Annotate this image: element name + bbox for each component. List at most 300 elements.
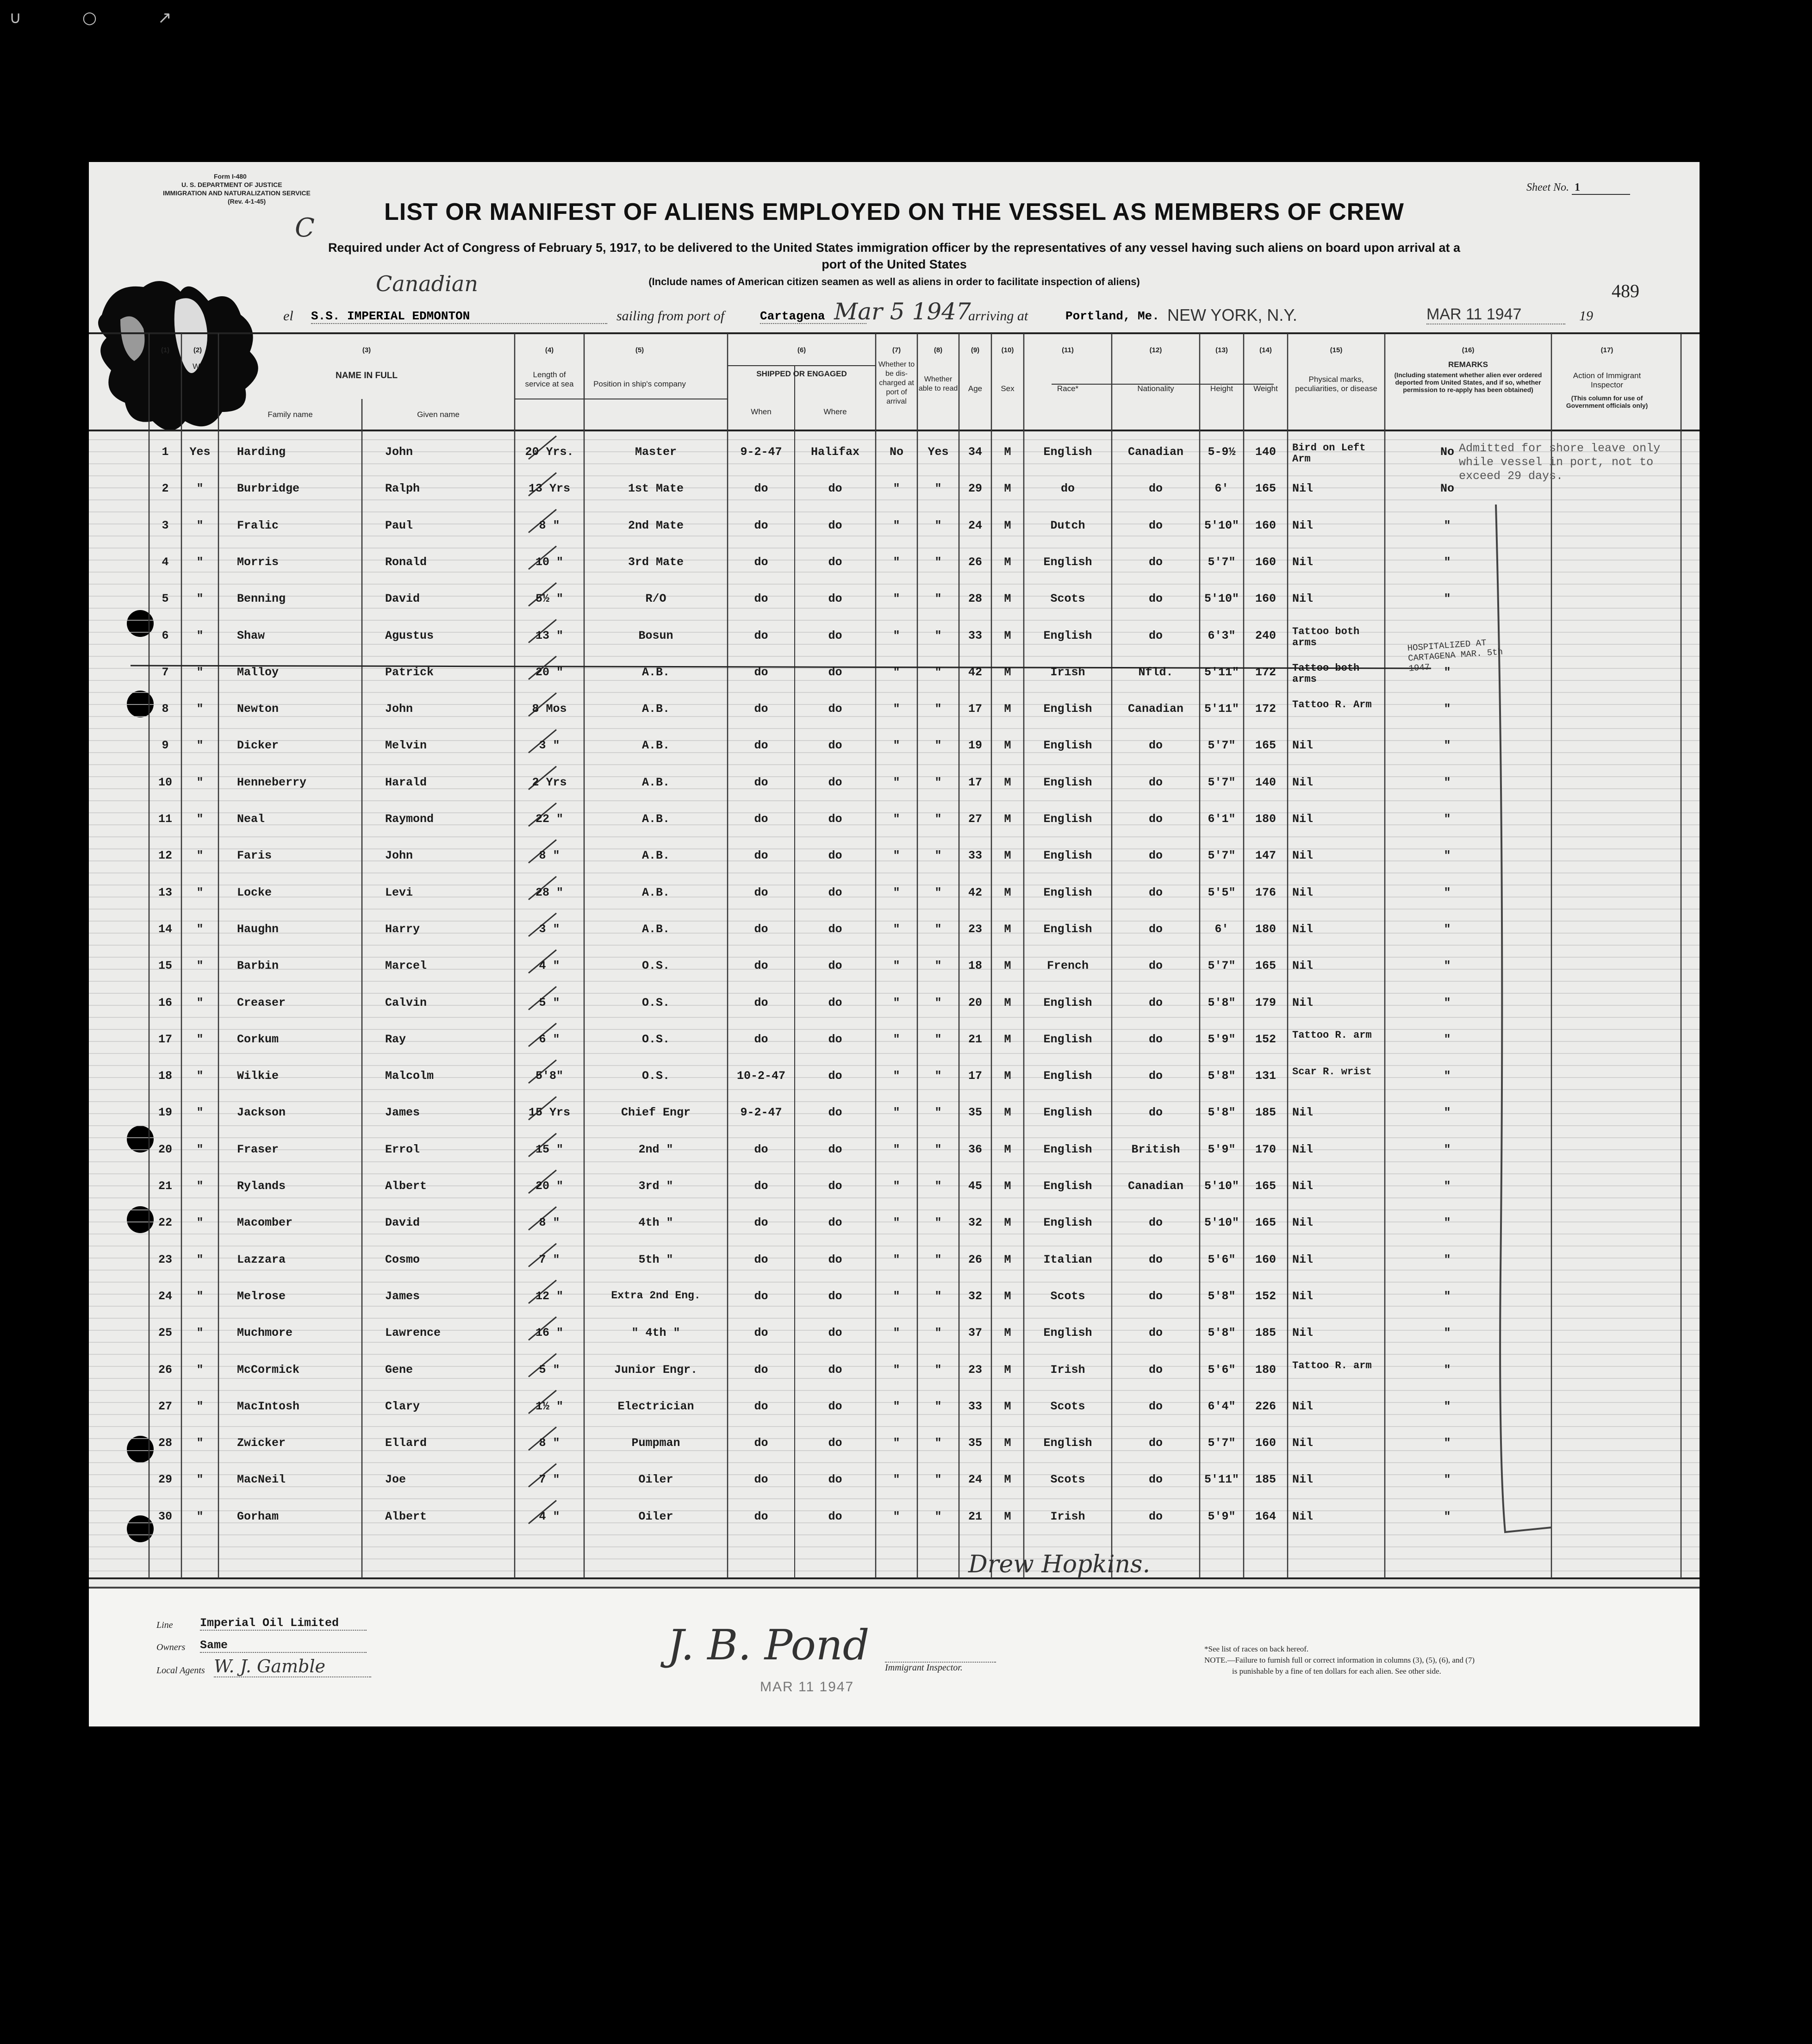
able-to-read: ": [934, 665, 942, 679]
where: Halifax: [810, 445, 860, 459]
table-row: [89, 1349, 1700, 1385]
vessel-handwritten: Canadian: [376, 271, 478, 296]
sex: M: [1004, 996, 1011, 1010]
nationality: do: [1148, 922, 1163, 936]
position: R/O: [645, 592, 666, 606]
col2-value: ": [196, 1473, 204, 1487]
when: do: [754, 812, 768, 826]
col-14-num: (14): [1259, 346, 1272, 354]
remarks: ": [1444, 1399, 1451, 1413]
where-header: Where: [823, 407, 847, 416]
table-row: [89, 542, 1700, 578]
position: A.B.: [641, 775, 670, 789]
family-name: Faris: [237, 849, 272, 863]
when: do: [754, 1473, 768, 1487]
length-of-service: 8 Mos: [532, 702, 567, 716]
discharged: No: [889, 445, 903, 459]
able-to-read: ": [934, 922, 942, 936]
given-name: Patrick: [385, 665, 434, 679]
page-number: 489: [1612, 280, 1639, 301]
length-of-service: 8 ": [539, 1216, 560, 1230]
nationality: do: [1148, 1399, 1163, 1413]
height: 6': [1214, 922, 1229, 936]
weight: 180: [1255, 922, 1276, 936]
col2-value: ": [196, 812, 204, 826]
when: do: [754, 849, 768, 863]
col2-value: ": [196, 1399, 204, 1413]
weight: 172: [1255, 702, 1276, 716]
height: 5'9": [1208, 1509, 1236, 1523]
discharged: ": [893, 922, 900, 936]
col2-value: ": [196, 629, 204, 642]
physical-marks: Nil: [1292, 1399, 1314, 1413]
race: English: [1043, 1142, 1092, 1156]
row-number: 4: [162, 555, 169, 569]
position: 3rd Mate: [628, 555, 684, 569]
form-number: Form I-480: [214, 173, 247, 180]
weight: 176: [1255, 885, 1276, 899]
table-row: [89, 578, 1700, 614]
able-to-read: ": [934, 1216, 942, 1230]
able-to-read: ": [934, 482, 942, 496]
age: 28: [968, 592, 982, 606]
agents-value: W. J. Gamble: [214, 1656, 371, 1677]
family-name: Muchmore: [237, 1326, 293, 1340]
physical-marks-header: Physical marks, peculiarities, or disease: [1295, 375, 1377, 393]
sailing-label: sailing from port of: [616, 308, 725, 324]
sex: M: [1004, 775, 1011, 789]
position: 1st Mate: [628, 482, 684, 496]
where: do: [828, 1326, 842, 1340]
col2-value: ": [196, 1253, 204, 1266]
race: French: [1046, 959, 1089, 973]
able-to-read: ": [934, 555, 942, 569]
remarks: ": [1444, 885, 1451, 899]
col2-value: ": [196, 665, 204, 679]
age: 17: [968, 1069, 982, 1083]
when: do: [754, 629, 768, 642]
action-note: (This column for use of Government officials only): [1566, 394, 1648, 409]
height: 5-9½: [1208, 445, 1236, 459]
age: 27: [968, 812, 982, 826]
age: 42: [968, 665, 982, 679]
sex: M: [1004, 1216, 1011, 1230]
weight: 185: [1255, 1106, 1276, 1120]
when: do: [754, 1399, 768, 1413]
remarks: ": [1444, 812, 1451, 826]
sex: M: [1004, 555, 1011, 569]
line-value: Imperial Oil Limited: [200, 1616, 367, 1631]
remarks: ": [1444, 1436, 1451, 1450]
col-7-num: (7): [892, 346, 901, 354]
weight: 140: [1255, 775, 1276, 789]
race: English: [1043, 1032, 1092, 1046]
where: do: [828, 629, 842, 642]
nationality: do: [1148, 775, 1163, 789]
discharged: ": [893, 885, 900, 899]
family-name: McCormick: [237, 1363, 300, 1377]
weight: 180: [1255, 812, 1276, 826]
owners-value: Same: [200, 1639, 367, 1653]
discharged: ": [893, 775, 900, 789]
when: do: [754, 1142, 768, 1156]
weight: 185: [1255, 1473, 1276, 1487]
physical-marks: Nil: [1292, 1326, 1314, 1340]
given-name: Albert: [385, 1509, 427, 1523]
col2-value: ": [196, 1326, 204, 1340]
length-of-service: 13 ": [535, 629, 563, 642]
discharged: ": [893, 1326, 900, 1340]
able-to-read: ": [934, 996, 942, 1010]
given-name: Cosmo: [385, 1253, 420, 1266]
physical-marks: Nil: [1292, 739, 1314, 753]
discharged: ": [893, 1069, 900, 1083]
col-2-num: (2): [193, 346, 202, 354]
row-number: 22: [158, 1216, 172, 1230]
discharged: ": [893, 1436, 900, 1450]
race: Dutch: [1050, 518, 1085, 532]
given-name: Calvin: [385, 996, 427, 1010]
row-number: 9: [162, 739, 169, 753]
given-name: Ray: [385, 1032, 406, 1046]
col2-value: ": [196, 739, 204, 753]
col-16-num: (16): [1462, 346, 1475, 354]
when: do: [754, 885, 768, 899]
discharged: ": [893, 518, 900, 532]
row-number: 11: [158, 812, 172, 826]
sheet-value: 1: [1572, 181, 1630, 195]
height: 5'9": [1208, 1032, 1236, 1046]
able-to-read: ": [934, 1436, 942, 1450]
discharged: ": [893, 1216, 900, 1230]
height-header: Height: [1210, 384, 1233, 393]
subtitle-3: (Include names of American citizen seamen as well as aliens in order to facilitate inspection of aliens): [648, 276, 1140, 287]
given-name: Errol: [385, 1142, 420, 1156]
when: do: [754, 1032, 768, 1046]
given-name: Ralph: [385, 482, 420, 496]
table-row: [89, 1019, 1700, 1055]
when-header: When: [751, 407, 772, 416]
col-13-num: (13): [1215, 346, 1228, 354]
physical-marks: Tattoo R. arm: [1292, 1359, 1372, 1371]
sheet-label: Sheet No.: [1526, 181, 1569, 193]
col2-value: ": [196, 885, 204, 899]
length-of-service: 5½ ": [535, 592, 563, 606]
col2-value: ": [196, 482, 204, 496]
col2-value: ": [196, 702, 204, 716]
height: 5'10": [1204, 518, 1239, 532]
sex-header: Sex: [1001, 384, 1015, 393]
height: 5'8": [1208, 996, 1236, 1010]
where: do: [828, 1069, 842, 1083]
nationality: do: [1148, 1216, 1163, 1230]
height: 5'7": [1208, 959, 1236, 973]
col-1-num: (1): [161, 346, 170, 354]
position: Electrician: [617, 1399, 694, 1413]
nationality: do: [1148, 629, 1163, 642]
position: Oiler: [638, 1509, 673, 1523]
family-name-header: Family name: [268, 410, 313, 419]
weight: 165: [1255, 1179, 1276, 1193]
nationality: Canadian: [1127, 702, 1184, 716]
nationality: do: [1148, 885, 1163, 899]
given-name: John: [385, 445, 413, 459]
table-row: [89, 1129, 1700, 1165]
sex: M: [1004, 885, 1011, 899]
col-5-num: (5): [635, 346, 644, 354]
when: do: [754, 1326, 768, 1340]
height: 5'11": [1204, 1473, 1239, 1487]
table-row: [89, 872, 1700, 908]
col2-value: ": [196, 1069, 204, 1083]
nationality: do: [1148, 1289, 1163, 1303]
corner-marks: ∪ ○ ↗: [9, 8, 199, 27]
length-of-service: 3 ": [539, 739, 560, 753]
position: Chief Engr: [621, 1106, 691, 1120]
where: do: [828, 1509, 842, 1523]
weight: 152: [1255, 1289, 1276, 1303]
age: 35: [968, 1106, 982, 1120]
family-name: Fralic: [237, 518, 279, 532]
where: do: [828, 812, 842, 826]
position: O.S.: [641, 1069, 670, 1083]
weight: 165: [1255, 739, 1276, 753]
family-name: Malloy: [237, 665, 279, 679]
family-name: Corkum: [237, 1032, 279, 1046]
discharged: ": [893, 1289, 900, 1303]
failure-note-2: is punishable by a fine of ten dollars for each alien. See other side.: [1232, 1667, 1441, 1676]
row-number: 16: [158, 996, 172, 1010]
where: do: [828, 996, 842, 1010]
height: 5'6": [1208, 1253, 1236, 1266]
given-name: Albert: [385, 1179, 427, 1193]
remarks: ": [1444, 959, 1451, 973]
where: do: [828, 1436, 842, 1450]
weight: 152: [1255, 1032, 1276, 1046]
able-to-read-header: Whether able to read: [918, 375, 958, 393]
position: O.S.: [641, 1032, 670, 1046]
col2-value: ": [196, 996, 204, 1010]
physical-marks: Nil: [1292, 518, 1314, 532]
row-number: 24: [158, 1289, 172, 1303]
col2-value: ": [196, 555, 204, 569]
physical-marks: Nil: [1292, 1473, 1314, 1487]
position: O.S.: [641, 959, 670, 973]
able-to-read: ": [934, 1326, 942, 1340]
length-of-service: 13 Yrs: [528, 482, 570, 496]
where: do: [828, 959, 842, 973]
col2-value: ": [196, 518, 204, 532]
table-row: [89, 725, 1700, 761]
race: English: [1043, 922, 1092, 936]
table-row: [89, 835, 1700, 871]
family-name: Macomber: [237, 1216, 293, 1230]
weight-header: Weight: [1253, 384, 1278, 393]
height: 6'1": [1208, 812, 1236, 826]
sex: M: [1004, 959, 1011, 973]
race: English: [1043, 1436, 1092, 1450]
nationality: do: [1148, 739, 1163, 753]
col2-value: ": [196, 1216, 204, 1230]
physical-marks: Nil: [1292, 775, 1314, 789]
age: 26: [968, 1253, 982, 1266]
discharged: ": [893, 1473, 900, 1487]
able-to-read: ": [934, 885, 942, 899]
race: Irish: [1050, 665, 1085, 679]
nationality: do: [1148, 555, 1163, 569]
nationality: do: [1148, 849, 1163, 863]
height: 5'11": [1204, 702, 1239, 716]
age: 45: [968, 1179, 982, 1193]
given-name: Marcel: [385, 959, 427, 973]
table-row: [89, 1239, 1700, 1275]
length-of-service: 6 ": [539, 1032, 560, 1046]
position: A.B.: [641, 739, 670, 753]
physical-marks: Nil: [1292, 1289, 1314, 1303]
physical-marks: Nil: [1292, 996, 1314, 1010]
where: do: [828, 1253, 842, 1266]
position: 5th ": [638, 1253, 673, 1266]
when: 9-2-47: [740, 445, 782, 459]
when: do: [754, 1216, 768, 1230]
discharged: ": [893, 812, 900, 826]
able-to-read: ": [934, 1106, 942, 1120]
weight: 165: [1255, 482, 1276, 496]
col2-value: ": [196, 1106, 204, 1120]
physical-marks: Scar R. wrist: [1292, 1066, 1372, 1078]
vessel-label: el: [283, 308, 293, 324]
given-name: Joe: [385, 1473, 406, 1487]
remarks: ": [1444, 1069, 1451, 1083]
sex: M: [1004, 1473, 1011, 1487]
nationality: do: [1148, 959, 1163, 973]
given-name: John: [385, 702, 413, 716]
when: do: [754, 518, 768, 532]
position: A.B.: [641, 885, 670, 899]
table-row: [89, 468, 1700, 504]
races-note: *See list of races on back hereof.: [1204, 1645, 1309, 1653]
weight: 164: [1255, 1509, 1276, 1523]
col-4-num: (4): [545, 346, 554, 354]
weight: 226: [1255, 1399, 1276, 1413]
given-name: James: [385, 1106, 420, 1120]
length-of-service: 15 Yrs: [528, 1106, 570, 1120]
where: do: [828, 665, 842, 679]
table-row: [89, 1055, 1700, 1091]
height: 5'8": [1208, 1106, 1236, 1120]
row-number: 15: [158, 959, 172, 973]
weight: 160: [1255, 555, 1276, 569]
physical-marks: Nil: [1292, 592, 1314, 606]
family-name: Barbin: [237, 959, 279, 973]
age: 29: [968, 482, 982, 496]
length-of-service: 7 ": [539, 1473, 560, 1487]
nationality: do: [1148, 996, 1163, 1010]
nationality: do: [1148, 1032, 1163, 1046]
discharged: ": [893, 959, 900, 973]
row-number: 27: [158, 1399, 172, 1413]
able-to-read: ": [934, 1289, 942, 1303]
handwritten-c: C: [295, 213, 315, 243]
row-number: 23: [158, 1253, 172, 1266]
age: 33: [968, 629, 982, 642]
col2-value: ": [196, 1509, 204, 1523]
discharged: ": [893, 1363, 900, 1377]
when: do: [754, 959, 768, 973]
length-of-service: 8 ": [539, 849, 560, 863]
row-number: 13: [158, 885, 172, 899]
physical-marks: Tattoo both arms: [1292, 662, 1360, 685]
able-to-read: ": [934, 702, 942, 716]
table-row: [89, 1202, 1700, 1238]
nationality: do: [1148, 592, 1163, 606]
remarks-note: (Including statement whether alien ever ordered deported from United States, and if so, whether permission to re-apply has been obtained): [1394, 371, 1542, 393]
weight: 165: [1255, 959, 1276, 973]
physical-marks: Nil: [1292, 885, 1314, 899]
age: 23: [968, 922, 982, 936]
row-number: 18: [158, 1069, 172, 1083]
height: 5'8": [1208, 1326, 1236, 1340]
col-8-num: (8): [934, 346, 943, 354]
age: 32: [968, 1216, 982, 1230]
height: 5'8": [1208, 1069, 1236, 1083]
position-header: Position in ship's company: [593, 380, 686, 388]
position: Master: [635, 445, 677, 459]
physical-marks: Tattoo R. arm: [1292, 1029, 1372, 1041]
age: 20: [968, 996, 982, 1010]
family-name: Shaw: [237, 629, 265, 642]
family-name: Creaser: [237, 996, 286, 1010]
table-row: [89, 505, 1700, 541]
family-name: Henneberry: [237, 775, 307, 789]
race: English: [1043, 885, 1092, 899]
where: do: [828, 885, 842, 899]
where: do: [828, 518, 842, 532]
discharged: ": [893, 1106, 900, 1120]
when: do: [754, 1179, 768, 1193]
when: do: [754, 922, 768, 936]
family-name: Newton: [237, 702, 279, 716]
given-name: David: [385, 1216, 420, 1230]
manifest-sheet: [89, 162, 1700, 1726]
col-9-num: (9): [971, 346, 980, 354]
family-name: Jackson: [237, 1106, 286, 1120]
when: do: [754, 1436, 768, 1450]
height: 5'10": [1204, 1179, 1239, 1193]
weight: 170: [1255, 1142, 1276, 1156]
sex: M: [1004, 1032, 1011, 1046]
row-number: 8: [162, 702, 169, 716]
length-of-service: 3 ": [539, 922, 560, 936]
row-number: 28: [158, 1436, 172, 1450]
family-name: Rylands: [237, 1179, 286, 1193]
table-row: [89, 945, 1700, 981]
discharged: ": [893, 1399, 900, 1413]
remarks: ": [1444, 1326, 1451, 1340]
where: do: [828, 775, 842, 789]
remarks: ": [1444, 996, 1451, 1010]
sex: M: [1004, 445, 1011, 459]
length-of-service: 20 ": [535, 665, 563, 679]
sex: M: [1004, 849, 1011, 863]
remarks: ": [1444, 922, 1451, 936]
physical-marks: Nil: [1292, 482, 1314, 496]
row-number: 25: [158, 1326, 172, 1340]
row-number: 17: [158, 1032, 172, 1046]
remarks: No: [1440, 445, 1454, 459]
given-name: Ellard: [385, 1436, 427, 1450]
height: 5'8": [1208, 1289, 1236, 1303]
